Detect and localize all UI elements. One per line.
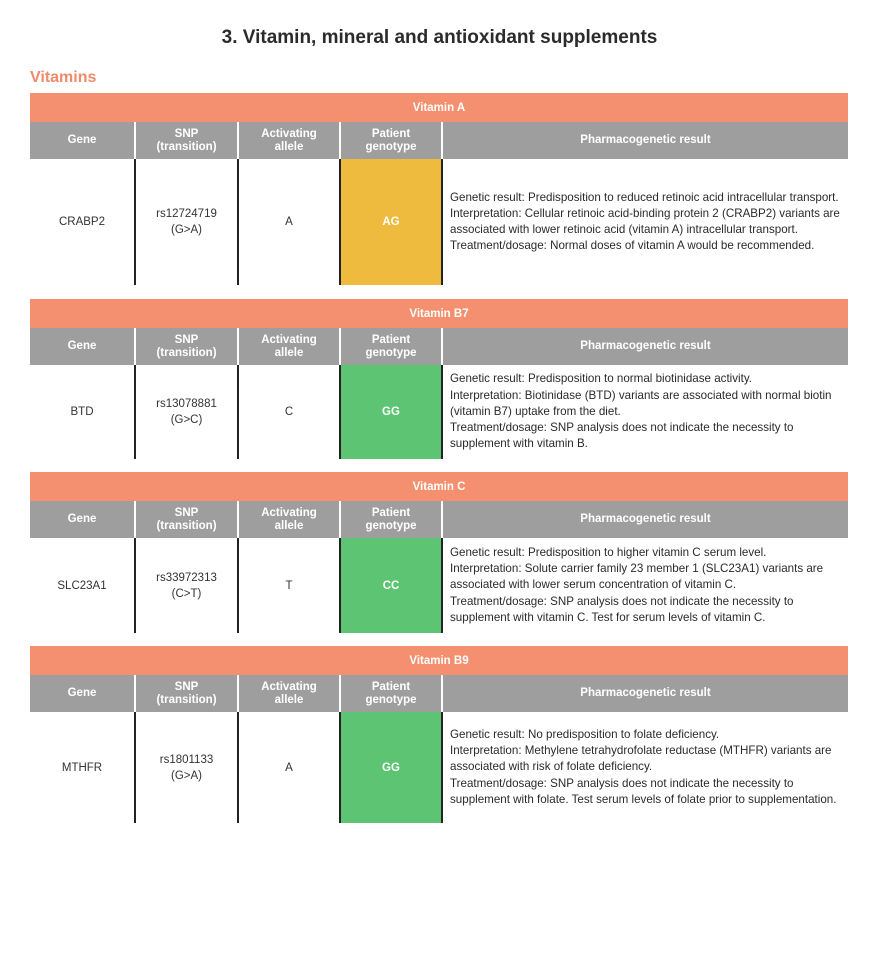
interpretation-text: Interpretation: Methylene tetrahydrofolate reductase (MTHFR) variants are associated with risk of folate deficiency. [450, 744, 832, 774]
header-pharmacogenetic-result: Pharmacogenetic result [441, 501, 848, 538]
treatment-dosage-text: Treatment/dosage: SNP analysis does not indicate the necessity to supplement with vitamin C. Test for serum levels of vitamin C. [450, 594, 794, 624]
vitamin-table [30, 472, 848, 633]
treatment-dosage-text: Treatment/dosage: SNP analysis does not indicate the necessity to supplement with vitamin B. [450, 421, 794, 451]
table-row [30, 538, 848, 633]
patient-genotype-cell: GG [339, 365, 441, 459]
table-header-row [30, 122, 848, 159]
vitamin-table [30, 299, 848, 459]
header-snp: SNP (transition) [134, 501, 237, 538]
treatment-dosage-text: Treatment/dosage: SNP analysis does not indicate the necessity to supplement with folate. Test serum levels of folate prior to supplementation. [450, 776, 837, 806]
pharmacogenetic-result-cell [441, 365, 848, 459]
header-activating-allele: Activating allele [237, 675, 339, 712]
patient-genotype-cell: CC [339, 538, 441, 633]
genetic-result-text: Genetic result: Predisposition to higher vitamin C serum level. [450, 545, 767, 559]
header-activating-allele: Activating allele [237, 501, 339, 538]
pharmacogenetic-result-cell [441, 159, 848, 285]
header-patient-genotype: Patient genotype [339, 675, 441, 712]
interpretation-text: Interpretation: Cellular retinoic acid-binding protein 2 (CRABP2) variants are associated with lower retinoic acid (vitamin A) intracellular transport. [450, 206, 840, 236]
genetic-result-text: Genetic result: Predisposition to reduced retinoic acid intracellular transport. [450, 190, 839, 204]
table-header-row [30, 328, 848, 365]
vitamin-table-title: Vitamin B9 [30, 646, 848, 675]
header-snp: SNP (transition) [134, 122, 237, 159]
pharmacogenetic-result-cell [441, 538, 848, 633]
table-row [30, 159, 848, 285]
page-title: 3. Vitamin, mineral and antioxidant supplements [221, 27, 658, 48]
table-row [30, 712, 848, 823]
gene-cell: SLC23A1 [57, 579, 107, 592]
header-pharmacogenetic-result: Pharmacogenetic result [441, 122, 848, 159]
header-patient-genotype: Patient genotype [339, 501, 441, 538]
section-heading-vitamins: Vitamins [30, 69, 97, 86]
treatment-dosage-text: Treatment/dosage: Normal doses of vitamin A would be recommended. [450, 239, 815, 253]
header-activating-allele: Activating allele [237, 122, 339, 159]
vitamin-table [30, 93, 848, 285]
table-header-row [30, 501, 848, 538]
gene-cell: MTHFR [61, 761, 103, 774]
interpretation-text: Interpretation: Solute carrier family 23 member 1 (SLC23A1) variants are associated with lower serum concentration of vitamin C. [450, 562, 824, 592]
header-gene: Gene [67, 513, 97, 525]
header-gene: Gene [67, 340, 97, 352]
patient-genotype-cell: AG [339, 159, 441, 285]
activating-allele-cell: A [237, 712, 339, 823]
table-row [30, 365, 848, 459]
snp-cell: rs12724719 (G>A) [134, 159, 237, 285]
snp-cell: rs33972313 (C>T) [134, 538, 237, 633]
vitamin-table-title: Vitamin A [30, 93, 848, 122]
patient-genotype-cell: GG [339, 712, 441, 823]
gene-cell: CRABP2 [58, 216, 106, 228]
vitamin-table [30, 646, 848, 823]
genetic-result-text: Genetic result: Predisposition to normal biotinidase activity. [450, 372, 753, 386]
header-pharmacogenetic-result: Pharmacogenetic result [441, 328, 848, 365]
header-gene: Gene [67, 134, 97, 146]
vitamin-table-title: Vitamin B7 [30, 299, 848, 328]
interpretation-text: Interpretation: Biotinidase (BTD) variants are associated with normal biotin (vitamin B7) uptake from the diet. [450, 388, 832, 418]
genetic-result-text: Genetic result: No predisposition to folate deficiency. [450, 727, 720, 741]
header-activating-allele: Activating allele [237, 328, 339, 365]
header-patient-genotype: Patient genotype [339, 122, 441, 159]
activating-allele-cell: T [237, 538, 339, 633]
header-patient-genotype: Patient genotype [339, 328, 441, 365]
table-header-row [30, 675, 848, 712]
header-pharmacogenetic-result: Pharmacogenetic result [441, 675, 848, 712]
gene-cell: BTD [70, 406, 94, 418]
activating-allele-cell: C [237, 365, 339, 459]
activating-allele-cell: A [237, 159, 339, 285]
pharmacogenetic-result-cell [441, 712, 848, 823]
snp-cell: rs1801133 (G>A) [134, 712, 237, 823]
header-snp: SNP (transition) [134, 675, 237, 712]
vitamin-table-title: Vitamin C [30, 472, 848, 501]
snp-cell: rs13078881 (G>C) [134, 365, 237, 459]
header-gene: Gene [67, 687, 97, 699]
header-snp: SNP (transition) [134, 328, 237, 365]
